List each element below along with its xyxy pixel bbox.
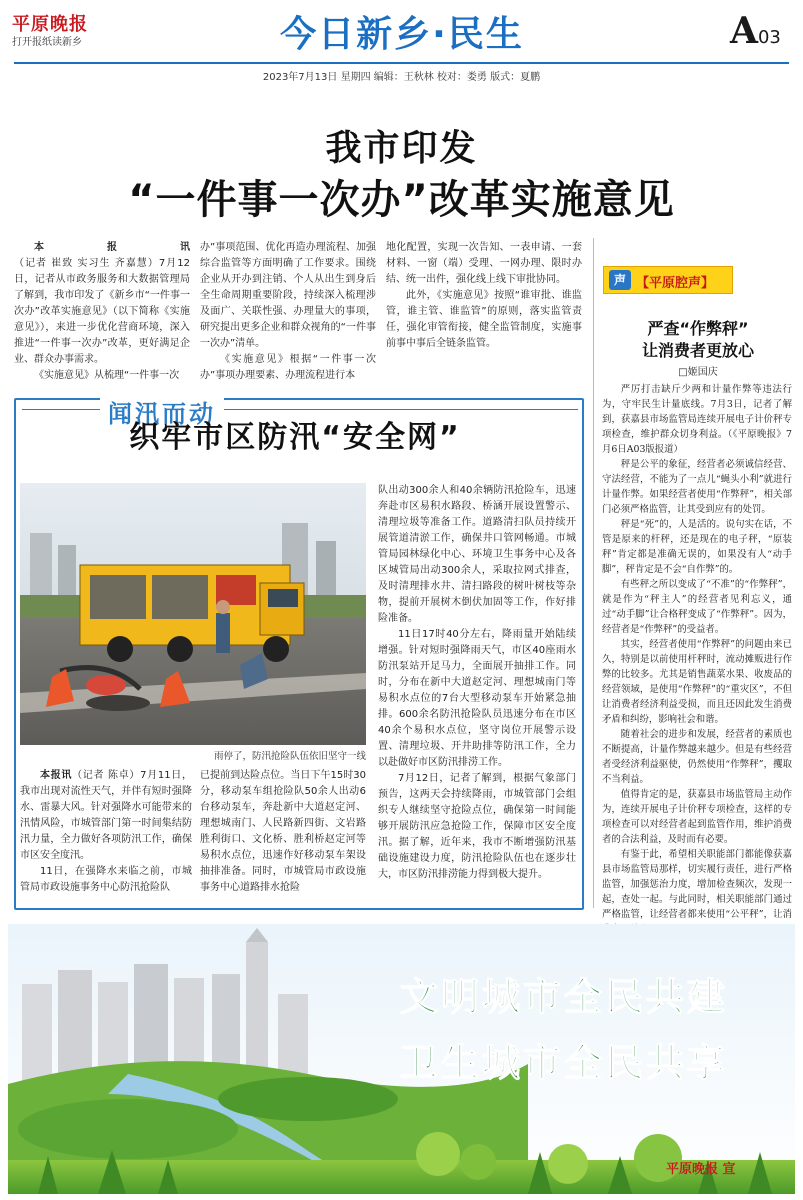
opinion-paragraph: 有些秤之所以变成了“不准”的“作弊秤”，就是作为“秤主人”的经营者见利忘义，通过“动手脚”让合格秤变成了“作弊秤”。因为，经营者是“作弊秤”的受益者。: [602, 579, 792, 635]
page-number: [730, 10, 781, 52]
lead-paragraph: 《实施意见》从梳理“一件事一次: [34, 370, 180, 381]
flood-paragraph: 11日，在强降水来临之前，市城管局市政设施事务中心防汛抢险队: [20, 866, 192, 893]
banner-slogan-2: [400, 1032, 728, 1087]
banner-slogan-2-text: 卫生城市全民共享: [400, 1041, 729, 1085]
lead-paragraph: [14, 240, 190, 368]
flood-paragraph: 已提前到达险点位。当日下午15时30分，移动泵车组抢险队50余人出动6台移动泵车，奔赴新中大道赵定河、理想城南门、人民路新四街、文岩路胜利街口、文化桥、胜利桥赵定河等易积水点位，迅速作好移动泵车架设抽排准备。同时，市城管局市政设施事务中心道路排水抢险: [200, 770, 366, 893]
lead-paragraph: 办”事项范围、优化再造办理流程、加强综合监管等方面明确了工作要求。围绕企业从开办到注销、个人从出生到身后全生命周期重要阶段，持续深入梳理涉及面广、关联性强、办理量大的事项，研究提出更多企业和群众视角的“一件事一次办”清单。: [200, 242, 376, 349]
opinion-title-line1: 严查“作弊秤”: [647, 319, 749, 338]
flood-text: 7月11日，我市出现对流性天气，并伴有短时强降水、雷暴大风。针对强降水可能带来的汛情风险，市城管部门第一时间集结防汛力量，全力做好各项防汛工作，确保市区安全度汛。: [20, 770, 193, 861]
opinion-paragraph: 严厉打击缺斤少两和计量作弊等违法行为，守牢民生计量底线。7月3日，记者了解到，获嘉县市场监管局连续开展电子计价秤专项检查，维护群众切身利益。（《平原晚报》7月6日A03版报道）: [602, 384, 792, 455]
lead-column-2: [200, 240, 376, 384]
section-title: 今日新乡·民生: [280, 14, 524, 55]
speech-icon: 声: [609, 270, 631, 290]
flood-paragraph: 队出动300余人和40余辆防汛抢险车，迅速奔赴市区易积水路段、桥涵开展设置警示、清理垃圾等准备工作。道路清扫队员持续开展管道清淤工作，确保井口管网畅通。市城管局园林绿化中心、环境卫生事务中心及各区城管局出动300余人，采取拉网式排查，及时清理排水井、清扫路段的树叶树枝等杂物，提前开展树木倒伏加固等工作，作好排险准备。: [378, 485, 576, 624]
lead-text: 7月12日，记者从市政务服务和大数据管理局了解到，我市印发了《新乡市“一件事一次办”改革实施意见》（以下简称《实施意见》），来进一步优化营商环境，深入推进“一件事一次办”改革，更好满足企业、群众办事需求。: [14, 258, 190, 365]
lead-headline-line2: “一件事一次办”改革实施意见: [128, 177, 675, 223]
opinion-paragraph: 随着社会的进步和发展，经营者的素质也不断提高，计量作弊越来越少。但是有些经营者受经济利益驱使，仍然使用“作弊秤”，攫取不当利益。: [602, 729, 792, 785]
lead-column-1: [14, 240, 190, 384]
lead-paragraph: 此外，《实施意见》按照“谁审批、谁监管，谁主管、谁监管”的原则，落实监管责任，强化审管衔接，健全监管制度，实施事前事中事后全链条监管。: [386, 290, 582, 349]
lead-credit: （记者 崔致 实习生 齐嘉慧）: [14, 258, 159, 269]
lead-label: 本报讯: [34, 242, 190, 253]
opinion-tag-label: 【平原腔声】: [636, 276, 715, 291]
opinion-author: □姬国庆: [678, 367, 718, 378]
opinion-paragraph: 秤是“死”的，人是活的。说句实在话，不管是原来的杆秤，还是现在的电子秤，“原装秤”肯定都是准确无误的，如果没有人“动手脚”，秤肯定是不会“自作弊”的。: [602, 519, 792, 575]
flood-headline: 织牢市区防汛“安全网”: [129, 420, 461, 455]
lead-paragraph: 地化配置，实现一次告知、一表申请、一套材料、一窗（端）受理、一网办理、限时办结、统一出件，强化线上线下审批协同。: [386, 242, 582, 285]
lead-column-3: [386, 240, 582, 352]
flood-photo: [20, 483, 366, 745]
banner-slogan-1: [400, 966, 728, 1021]
flood-kicker: 闻汛而动: [100, 394, 224, 429]
flood-paragraph: [20, 768, 192, 864]
opinion-paragraph: 有鉴于此，希望相关职能部门都能像获嘉县市场监管局那样，切实履行责任，进行严格监管，加强惩治力度，增加检查频次，发现一起，查处一起。与此同时，相关职能部门通过严格监管，让经营者都来使用“公平秤”，让消: [602, 849, 792, 920]
page-letter: A: [730, 10, 758, 52]
masthead: [0, 0, 803, 62]
paper-name: 平原晚报: [12, 14, 88, 35]
opinion-title-line2: 让消费者更放心: [641, 341, 754, 360]
flood-column-c: [378, 483, 576, 883]
banner-slogan-1-text: 文明城市全民共建: [400, 975, 729, 1019]
opinion-paragraph: 其实，经营者使用“作弊秤”的问题由来已久，特别是以前使用杆秤时，流动摊贩进行作弊的比较多。尤其是销售蔬菜水果、收废品的经营领域，是使用“作弊秤”的“重灾区”，不但让消费者经济利益受损，而且还因此发生消费矛盾和纠纷，影响社会和谐。: [602, 639, 792, 725]
opinion-paragraph: 值得肯定的是，获嘉县市场监管局主动作为，连续开展电子计价秤专项检查，这样的专项检查可以对经营者起到监管作用，维护消费者的合法利益，及时而有必要。: [602, 789, 792, 845]
flood-credit: （记者 陈卓）: [72, 770, 141, 781]
page-digits: 03: [757, 27, 781, 48]
banner-credit: 平原晚报 宣: [666, 1162, 736, 1177]
photo-caption: 雨停了，防汛抢险队伍依旧坚守一线: [213, 751, 366, 762]
lead-paragraph: 《实施意见》根据“一件事一次办”事项办理要素、办理流程进行本: [200, 354, 376, 381]
pump-truck-photo-image: [20, 483, 366, 745]
flood-paragraph: 11日17时40分左右，降雨量开始陆续增强。针对短时强降雨天气，市区40座雨水防汛泵站开足马力，全面展开抽排工作。同时，分布在新中大道赵定河、理想城南门等易积水点位的7台大型移动泵车开始紧急抽排。600余名防汛抢险队员迅速分布在市区40余个易积水点位，坚守岗位开展警示设置、清理垃圾、开井助排等防汛工作，全力以赴做好市区防汛排涝工作。: [378, 629, 576, 768]
lead-headline-line1: 我市印发: [325, 128, 478, 169]
flood-lead-label: 本报讯: [40, 770, 73, 781]
issue-meta: 2023年7月13日 星期四 编辑：王秋林 校对：娄勇 版式：夏鹏: [14, 62, 789, 84]
flood-column-b: [200, 768, 366, 896]
opinion-tag: [603, 266, 733, 294]
opinion-body: [602, 382, 792, 937]
flood-paragraph: 7月12日，记者了解到，根据气象部门预告，这两天会持续降雨，市城管部门会组织专人继续坚守抢险点位，确保第一时间能够开展防汛应急抢险工作，保障市区安全度汛。据了解，近年来，我市不断增强防汛基础设施建设力度，防汛抢险队伍也在逐步壮大，市区防汛排涝能力得到极大提升。: [378, 773, 576, 880]
paper-slogan: 打开报纸读新乡: [12, 37, 82, 48]
column-divider: [593, 238, 594, 908]
opinion-paragraph: 秤是公平的象征，经营者必须诚信经营、守法经营，不能为了一点儿“蝇头小利”就进行计量作弊。如果经营者使用“作弊秤”，相关部门必须严格监管，让其受到应有的处罚。: [602, 459, 792, 515]
flood-column-a: [20, 768, 192, 896]
